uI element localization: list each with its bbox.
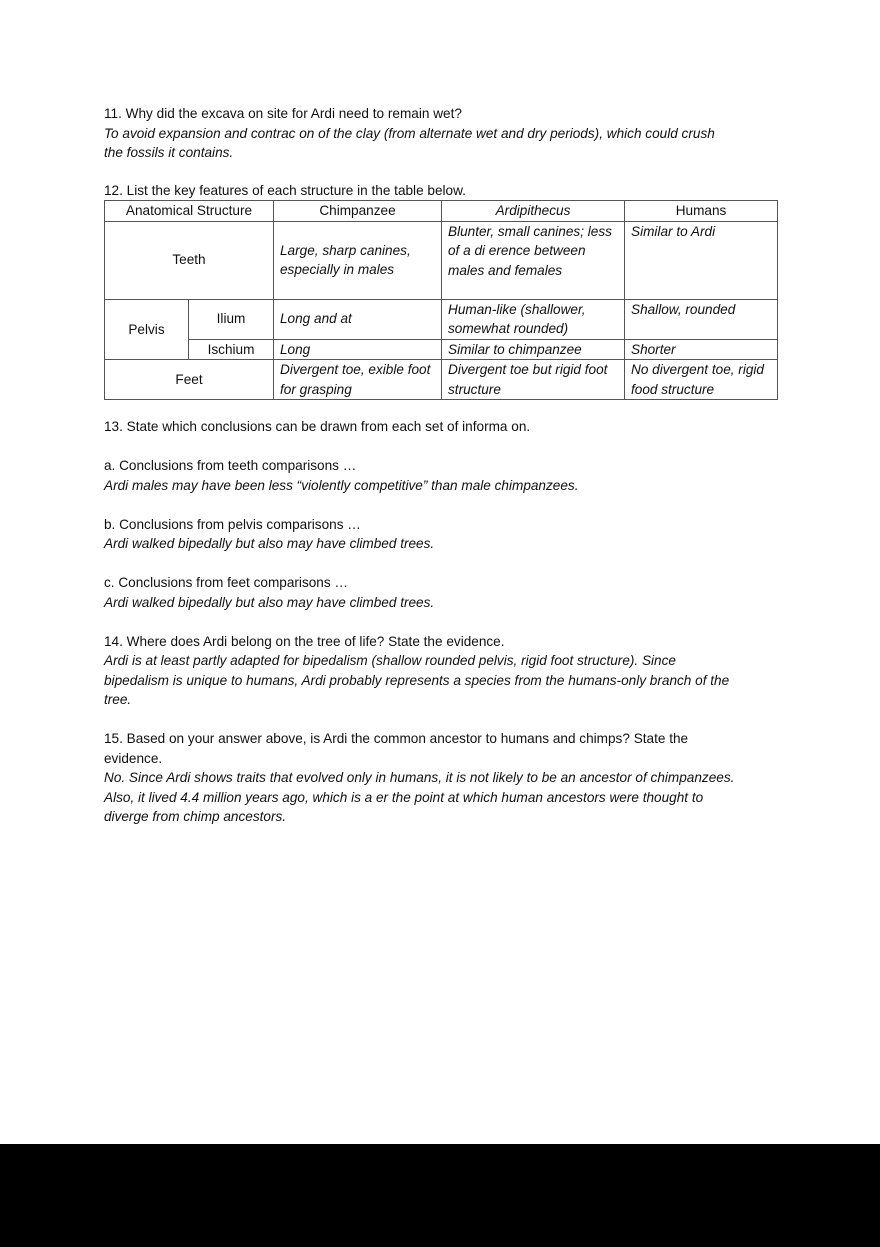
answer-13b: Ardi walked bipedally but also may have climbed trees. xyxy=(104,536,435,551)
question-13b-prompt: b. Conclusions from pelvis comparisons … xyxy=(104,516,361,532)
answer-14-line1: Ardi is at least partly adapted for bipedalism (shallow rounded pelvis, rigid foot structure). Since xyxy=(104,653,676,668)
question-13: 13. State which conclusions can be drawn from each set of informa on. xyxy=(104,419,531,434)
answer-14-line3: tree. xyxy=(104,692,132,707)
ischium-chimpanzee: Long xyxy=(274,339,442,360)
answer-13c: Ardi walked bipedally but also may have climbed trees. xyxy=(104,594,435,610)
question-13c-prompt: c. Conclusions from feet comparisons … xyxy=(104,575,349,590)
teeth-humans: Similar to Ardi xyxy=(625,221,778,299)
row-label-pelvis: Pelvis xyxy=(105,299,189,360)
table-header-row xyxy=(105,201,778,222)
row-label-teeth: Teeth xyxy=(105,221,274,299)
feet-humans: No divergent toe, rigid food structure xyxy=(625,360,778,400)
feet-ardipithecus: Divergent toe but rigid foot structure xyxy=(442,360,625,400)
answer-15-line3: diverge from chimp ancestors. xyxy=(104,809,287,824)
row-label-ischium: Ischium xyxy=(189,339,274,360)
answer-15-line1: No. Since Ardi shows traits that evolved only in humans, it is not likely to be an ancestor of chimpanzees. xyxy=(104,770,735,785)
question-15-line2: evidence. xyxy=(104,750,163,766)
features-table xyxy=(104,200,778,400)
worksheet-content-lower xyxy=(104,417,780,827)
answer-11-line1: To avoid expansion and contrac on of the clay (from alternate wet and dry periods), which could crush xyxy=(104,125,715,141)
ilium-ardipithecus: Human-like (shallower, somewhat rounded) xyxy=(442,299,625,339)
header-humans: Humans xyxy=(625,201,778,222)
table-row-feet xyxy=(105,360,778,400)
answer-15-line2: Also, it lived 4.4 million years ago, which is a er the point at which human ancestors were thought to xyxy=(104,789,704,805)
header-chimpanzee: Chimpanzee xyxy=(274,201,442,222)
teeth-ardipithecus: Blunter, small canines; less of a di erence between males and females xyxy=(442,221,625,299)
question-13a-prompt: a. Conclusions from teeth comparisons … xyxy=(104,458,357,473)
table-row-ilium xyxy=(105,299,778,339)
black-letterbox-bar xyxy=(0,1144,880,1247)
answer-11-line2: the fossils it contains. xyxy=(104,145,234,160)
question-11: 11. Why did the excava on site for Ardi need to remain wet? xyxy=(104,106,462,121)
teeth-chimpanzee: Large, sharp canines, especially in males xyxy=(274,221,442,299)
ilium-chimpanzee: Long and at xyxy=(274,299,442,339)
ilium-humans: Shallow, rounded xyxy=(625,299,778,339)
answer-13a: Ardi males may have been less “violently competitive” than male chimpanzees. xyxy=(104,477,579,493)
feet-chimpanzee: Divergent toe, exible foot for grasping xyxy=(274,360,442,400)
question-12: 12. List the key features of each structure in the table below. xyxy=(104,183,466,198)
ischium-ardipithecus: Similar to chimpanzee xyxy=(442,339,625,360)
ischium-humans: Shorter xyxy=(625,339,778,360)
row-label-feet: Feet xyxy=(105,360,274,400)
question-14: 14. Where does Ardi belong on the tree of life? State the evidence. xyxy=(104,633,505,649)
answer-14-line2: bipedalism is unique to humans, Ardi probably represents a species from the humans-only branch of the xyxy=(104,672,730,688)
table-row-teeth xyxy=(105,221,778,299)
header-ardipithecus: Ardipithecus xyxy=(442,201,625,222)
worksheet-content xyxy=(104,104,780,201)
table-row-ischium xyxy=(105,339,778,360)
header-anatomical-structure: Anatomical Structure xyxy=(105,201,274,222)
question-15-line1: 15. Based on your answer above, is Ardi the common ancestor to humans and chimps? State the xyxy=(104,731,689,746)
row-label-ilium: Ilium xyxy=(189,299,274,339)
